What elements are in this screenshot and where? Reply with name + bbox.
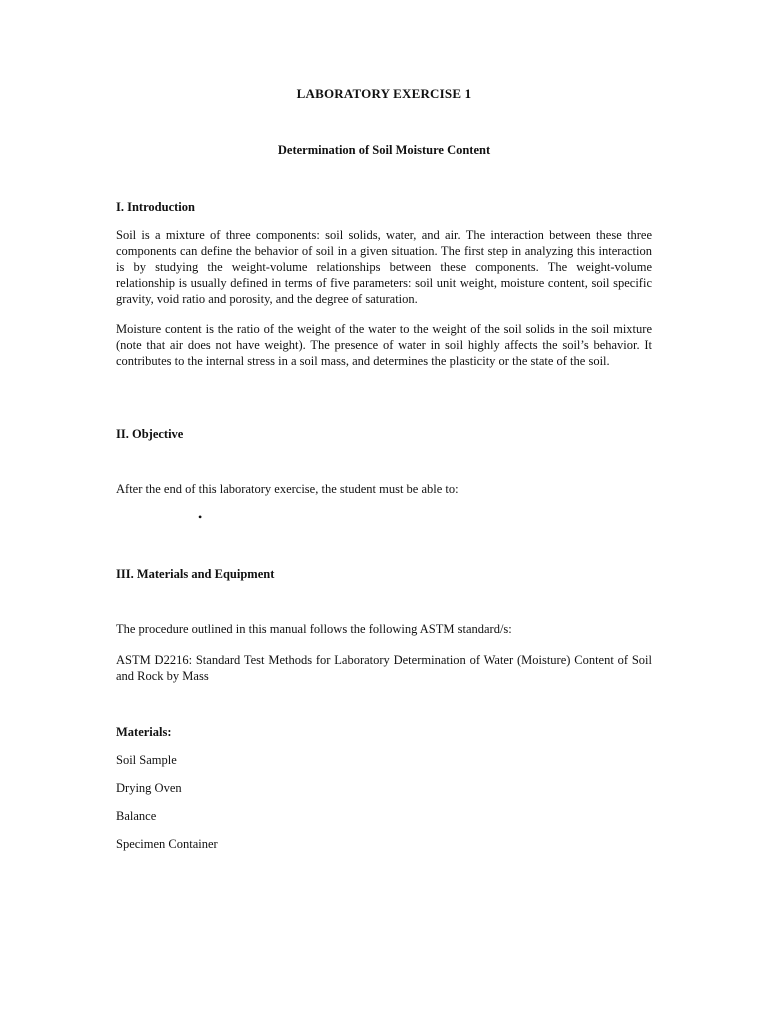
document-subtitle: Determination of Soil Moisture Content [277,143,491,157]
material-item: Balance [116,809,157,823]
document-title: LABORATORY EXERCISE 1 [296,86,472,101]
materials-heading: Materials: [116,725,172,739]
astm-standard-text: ASTM D2216: Standard Test Methods for Laboratory Determination of Water (Moisture) Content of Soil and Rock by Mass [116,653,652,683]
material-item: Specimen Container [116,837,218,851]
introduction-heading: I. Introduction [116,200,195,214]
procedure-text: The procedure outlined in this manual follows the following ASTM standard/s: [116,622,512,636]
introduction-paragraph-1: Soil is a mixture of three components: soil solids, water, and air. The interaction between these three components can define the behavior of soil in a given situation. The first step in analyzing this interaction is by studying the weight-volume relationships between these components. The weight-volume relationship is usually defined in terms of five parameters: soil unit weight, moisture content, soil specific gravity, void ratio and porosity, and the degree of saturation. [116,228,652,306]
objective-bullet: • [198,510,203,524]
objective-text: After the end of this laboratory exercise, the student must be able to: [116,482,459,496]
material-item: Soil Sample [116,753,177,767]
material-item: Drying Oven [116,781,182,795]
introduction-paragraph-2: Moisture content is the ratio of the weight of the water to the weight of the soil solids in the soil mixture (note that air does not have weight). The presence of water in soil highly affects the soil’s behavior. It contributes to the internal stress in a soil mass, and determines the plasticity or the state of the soil. [116,322,652,368]
materials-equipment-heading: III. Materials and Equipment [116,567,275,581]
objective-heading: II. Objective [116,427,184,441]
